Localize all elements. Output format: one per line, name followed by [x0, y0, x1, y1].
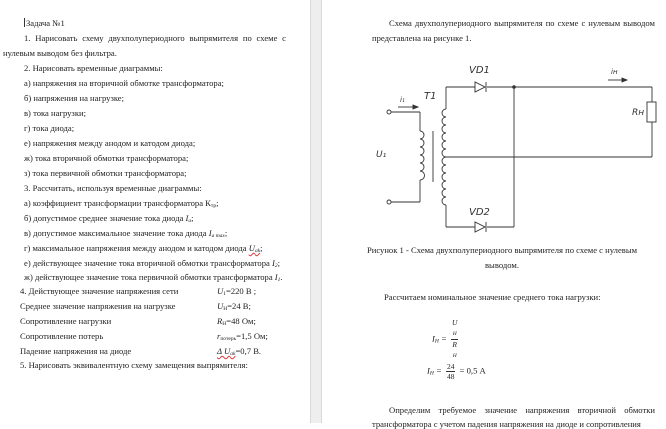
param-label-udrop: Падение напряжения на диоде: [20, 346, 132, 356]
svg-text:i₁: i₁: [400, 96, 405, 104]
formula-load-current: $I_Н$ = U $_Н$ R $_Н$: [432, 318, 458, 359]
item2-a: а) напряжения на вторичной обмотке трансформатора;: [24, 78, 224, 88]
param-value-rloss: $r_{потерь}=1,5$ Ом;: [217, 331, 268, 342]
terminal-bottom: [387, 200, 391, 204]
formula-load-current-value: $I_Н$ = $\frac{24}{48}$ = 0,5 А: [427, 362, 486, 381]
next-line1: Определим требуемое значение напряжения вторичной обмотки: [389, 405, 655, 415]
svg-text:T1: T1: [424, 91, 437, 102]
item3-a: а) коэффициент трансформации трансформатора $К_{тр}$;: [24, 198, 219, 209]
item2-c: в) тока нагрузки;: [24, 108, 86, 118]
item1-line2: нулевым выводом без фильтра.: [3, 48, 117, 58]
item3-e: е) действующее значение тока вторичной обмотки трансформатора $I_2$;: [24, 258, 280, 269]
page-gutter: [310, 0, 322, 423]
svg-text:VD1: VD1: [469, 65, 490, 76]
item1-line1: 1. Нарисовать схему двухполупериодного выпрямителя по схеме с: [24, 33, 286, 43]
param-value-un: $U_Н=24$ В;: [217, 301, 251, 312]
rectifier-circuit-diagram: [360, 55, 660, 235]
svg-text:Rн: Rн: [632, 108, 645, 118]
junction-node: [512, 85, 516, 89]
svg-text:iн: iн: [611, 68, 618, 76]
item2-g: з) тока первичной обмотки трансформатора;: [24, 168, 187, 178]
calc-intro: Рассчитаем номинальное значение среднего тока нагрузки:: [384, 292, 601, 302]
figure-caption: Рисунок 1 - Схема двухполупериодного выпрямителя по схеме с нулевым выводом.: [366, 245, 638, 270]
item3-f: ж) действующее значение тока первичной обмотки трансформатора $I_1$.: [24, 272, 283, 283]
param-value-u1: $U_1=220$ В ;: [217, 286, 257, 297]
diode-vd1-icon: [475, 82, 485, 92]
svg-text:U₁: U₁: [376, 150, 387, 160]
item5: 5. Нарисовать эквивалентную схему замещения выпрямителя:: [20, 360, 248, 370]
item2-f: ж) тока вторичной обмотки трансформатора;: [24, 153, 189, 163]
item2-e: е) напряжения между анодом и катодом диода;: [24, 138, 196, 148]
text-cursor: [24, 18, 25, 27]
param-value-udrop: Δ $U_{ak}=0,7$ В.: [217, 346, 262, 357]
item3-c: в) допустимое максимальное значение тока диода $I_{a max}$;: [24, 228, 228, 239]
document-page-right[interactable]: [322, 0, 666, 429]
param-label-rloss: Сопротивление потерь: [20, 331, 104, 341]
task-title: Задача №1: [26, 18, 65, 28]
terminal-top: [387, 110, 391, 114]
item3-heading: 3. Рассчитать, используя временные диаграммы:: [24, 183, 202, 193]
next-line2: трансформатора с учетом падения напряжения на диоде и сопротивления: [372, 419, 641, 429]
intro-line2: представлена на рисунке 1.: [372, 33, 472, 43]
param-label-un: Среднее значение напряжения на нагрузке: [20, 301, 176, 311]
item2-d: г) тока диода;: [24, 123, 75, 133]
param-label-rn: Сопротивление нагрузки: [20, 316, 112, 326]
svg-text:VD2: VD2: [469, 207, 490, 218]
param-value-rn: $R_Н=48$ Ом;: [217, 316, 256, 327]
intro-line1: Схема двухполупериодного выпрямителя по схеме с нулевым выводом: [389, 18, 655, 28]
document-page-left[interactable]: [0, 0, 310, 423]
param-label-u1: 4. Действующее значение напряжения сети: [20, 286, 179, 296]
item2-b: б) напряжения на нагрузке;: [24, 93, 125, 103]
item2-heading: 2. Нарисовать временные диаграммы:: [24, 63, 163, 73]
diode-vd2-icon: [475, 222, 485, 232]
item3-b: б) допустимое среднее значение тока диода $I_а$;: [24, 213, 194, 224]
item3-d: г) максимальное напряжения между анодом и катодом диода $U_{ak}$;: [24, 243, 263, 254]
